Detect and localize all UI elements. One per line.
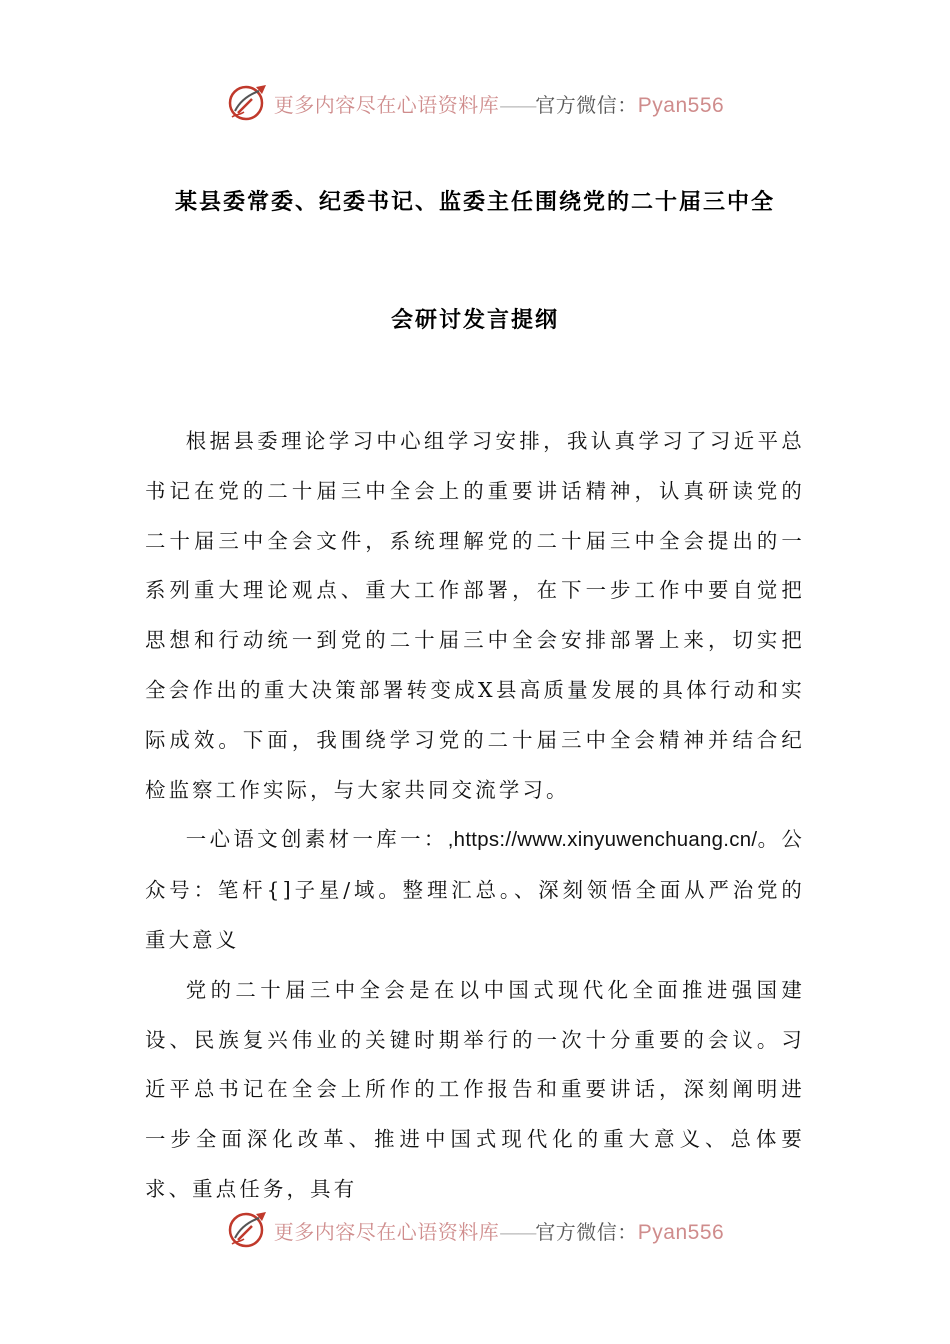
paragraph-2-prefix: 一心语文创素材一库一： xyxy=(185,827,448,852)
document-body xyxy=(145,417,805,1215)
paragraph-2-url: ,https://www.xinyuwenchuang.cn/ xyxy=(447,829,758,852)
banner-wechat-id: Pyan556 xyxy=(637,93,725,117)
document-title-line-1: 某县委常委、纪委书记、监委主任围绕党的二十届三中全 xyxy=(174,190,775,215)
banner-wechat-id: Pyan556 xyxy=(637,1220,725,1244)
banner-label: 官方微信： xyxy=(535,92,638,117)
banner-text xyxy=(274,1216,724,1245)
pen-logo-icon xyxy=(226,81,270,125)
paragraph-1: 根据县委理论学习中心组学习安排，我认真学习了习近平总书记在党的二十届三中全会上的重要讲话精神，认真研读党的二十届三中全会文件，系统理解党的二十届三中全会提出的一系列重大理论观点、重大工作部署，在下一步工作中要自觉把思想和行动统一到党的二十届三中全会安排部署上来，切实把全会作出的重大决策部署转变成X县高质量发展的具体行动和实际成效。下面，我围绕学习党的二十届三中全会精神并结合纪检监察工作实际，与大家共同交流学习。 xyxy=(145,429,805,802)
banner-text xyxy=(274,89,724,118)
banner-main-text: 更多内容尽在心语资料库 xyxy=(273,92,500,117)
banner-separator: —— xyxy=(499,92,536,117)
header-banner xyxy=(0,78,950,128)
banner-separator: —— xyxy=(499,1219,536,1244)
paragraph-2 xyxy=(145,815,805,965)
banner-main-text: 更多内容尽在心语资料库 xyxy=(273,1219,500,1244)
paragraph-2-suffix: 。公众号：笔杆{]子星/域。整理汇总。、深刻领悟全面从严治党的重大意义 xyxy=(145,827,805,952)
banner-label: 官方微信： xyxy=(535,1219,638,1244)
paragraph-3: 党的二十届三中全会是在以中国式现代化全面推进强国建设、民族复兴伟业的关键时期举行的一次十分重要的会议。习近平总书记在全会上所作的工作报告和重要讲话，深刻阐明进一步全面深化改革、推进中国式现代化的重大意义、总体要求、重点任务，具有 xyxy=(145,977,805,1201)
footer-banner xyxy=(0,1205,950,1255)
pen-logo-icon xyxy=(226,1208,270,1252)
document-title-line-2: 会研讨发言提纲 xyxy=(390,308,559,333)
